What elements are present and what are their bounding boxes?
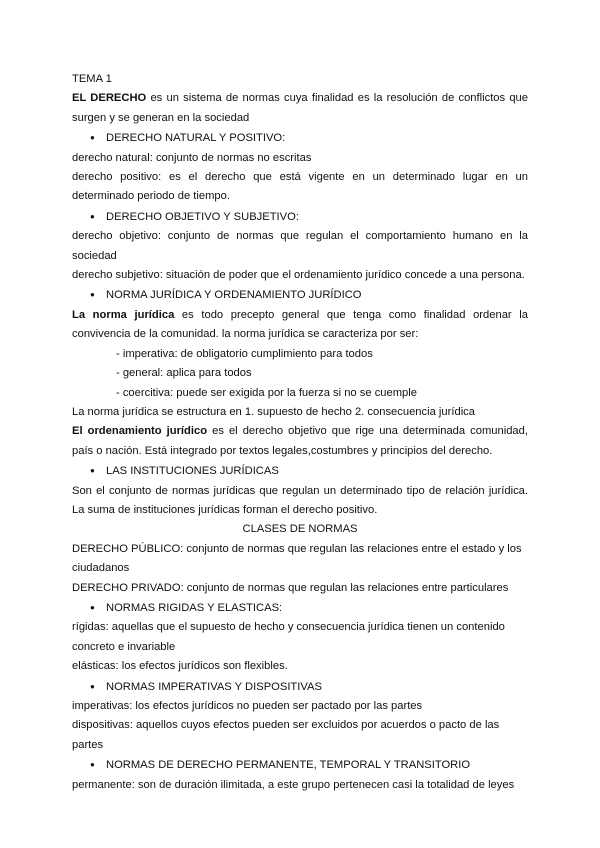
bullet-derecho-objetivo-subjetivo: ● DERECHO OBJETIVO Y SUBJETIVO: [72, 207, 528, 227]
line-derecho-subjetivo: derecho subjetivo: situación de poder que el ordenamiento jurídico concede a una persona. [72, 269, 525, 282]
line-derecho-privado: DERECHO PRIVADO: conjunto de normas que regulan las relaciones entre particulares [72, 581, 509, 594]
bullet-icon: ● [90, 133, 95, 143]
bullet-icon: ● [90, 602, 95, 612]
characteristic-coercitiva: - coercitiva: puede ser exigida por la fuerza si no se cuemple [116, 386, 417, 399]
bullet-icon: ● [90, 466, 95, 476]
line-elasticas: elásticas: los efectos jurídicos son flexibles. [72, 660, 288, 673]
bullet-normas-rigidas: ● NORMAS RIGIDAS Y ELASTICAS: [72, 598, 528, 618]
bullet-icon: ● [90, 760, 95, 770]
bullet-norma-juridica: ● NORMA JURÍDICA Y ORDENAMIENTO JURÍDICO [72, 285, 528, 305]
bullet-icon: ● [90, 681, 95, 691]
characteristic-imperativa: - imperativa: de obligatorio cumplimiento para todos [116, 347, 373, 360]
line-derecho-objetivo: derecho objetivo: conjunto de normas que regulan el comportamiento humano en la sociedad [72, 230, 528, 262]
clases-heading: CLASES DE NORMAS [242, 523, 358, 536]
line-derecho-publico: DERECHO PÚBLICO: conjunto de normas que regulan las relaciones entre el estado y los ciudadanos [72, 542, 522, 575]
line-rigidas: rígidas: aquellas que el supuesto de hecho y consecuencia jurídica tienen un contenido concreto e invariable [72, 621, 505, 653]
ordenamiento-term: El ordenamiento jurídico [72, 425, 208, 438]
characteristic-general: - general: aplica para todos [116, 367, 252, 380]
line-permanente: permanente: son de duración ilimitada, a este grupo pertenecen casi la totalidad de leyes [72, 778, 515, 791]
bullet-icon: ● [90, 211, 95, 221]
ordenamiento-definition: El ordenamiento jurídico es el derecho objetivo que rige una determinada comunidad, país o nación. Está integrado por textos legales,costumbres y principios del derecho. [72, 425, 528, 457]
norma-term: La norma jurídica [72, 308, 175, 321]
bullet-derecho-permanente: ● NORMAS DE DERECHO PERMANENTE, TEMPORAL Y TRANSITORIO [72, 755, 528, 775]
bullet-derecho-natural-positivo: ● DERECHO NATURAL Y POSITIVO: [72, 128, 528, 148]
line-derecho-natural: derecho natural: conjunto de normas no escritas [72, 151, 312, 164]
tema-heading: TEMA 1 [72, 73, 112, 85]
line-dispositivas: dispositivas: aquellos cuyos efectos pueden ser excluidos por acuerdos o pacto de las partes [72, 719, 500, 751]
line-instituciones: Son el conjunto de normas jurídicas que regulan un determinado tipo de relación jurídica. La suma de instituciones jurídicas forman el derecho positivo. [72, 484, 528, 516]
derecho-term: EL DERECHO [72, 92, 147, 105]
norma-juridica-definition: La norma jurídica es todo precepto general que tenga como finalidad ordenar la convivencia de la comunidad. la norma jurídica se caracteriza por ser: [72, 308, 528, 341]
line-estructura: La norma jurídica se estructura en 1. supuesto de hecho 2. consecuencia jurídica [72, 405, 475, 418]
derecho-text: es un sistema de normas cuya finalidad es la resolución de conflictos que surgen y se generan en la sociedad [72, 92, 528, 124]
bullet-icon: ● [90, 290, 95, 300]
line-imperativas: imperativas: los efectos jurídicos no pueden ser pactado por las partes [72, 700, 423, 712]
line-derecho-positivo: derecho positivo: es el derecho que está vigente en un determinado lugar en un determinado periodo de tiempo. [72, 171, 528, 203]
bullet-instituciones: ● LAS INSTITUCIONES JURÍDICAS [72, 461, 528, 481]
bullet-normas-imperativas: ● NORMAS IMPERATIVAS Y DISPOSITIVAS [72, 677, 528, 697]
derecho-definition [72, 89, 528, 128]
